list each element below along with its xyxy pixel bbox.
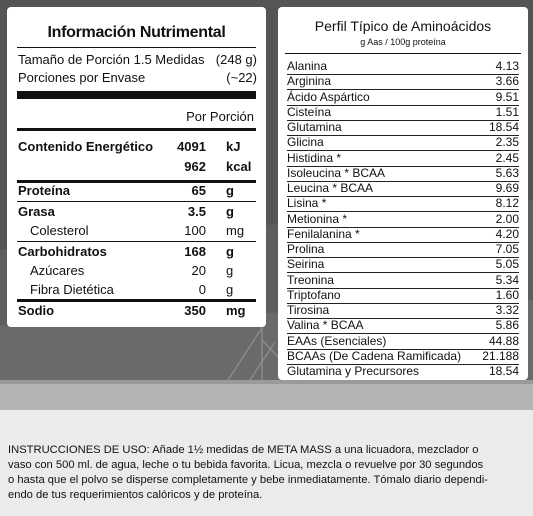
amino-value: 18.54 <box>488 120 519 134</box>
serving-size-row <box>18 52 257 67</box>
nutrient-label: Fibra Dietética <box>30 282 114 297</box>
amino-row <box>287 166 519 181</box>
amino-name: Treonina <box>287 272 334 287</box>
amino-row <box>287 242 519 257</box>
amino-name: Cisteína <box>287 104 332 119</box>
amino-name: Tirosina <box>287 303 330 317</box>
amino-name: BCAAs (De Cadena Ramificada) <box>287 348 462 363</box>
serving-size-label: Tamaño de Porción 1.5 Medidas <box>18 52 205 67</box>
amino-value: 4.20 <box>495 226 519 241</box>
amino-name: Histidina * <box>287 150 342 165</box>
amino-name: Triptofano <box>287 287 341 302</box>
nutrient-row-fiber <box>18 282 257 300</box>
amino-name: Valina * BCAA <box>287 318 364 333</box>
nutrient-value: 3.5 <box>187 204 206 219</box>
amino-row <box>287 90 519 105</box>
nutrient-label: Azúcares <box>30 263 85 278</box>
divider-medium <box>17 128 256 131</box>
amino-value: 21.188 <box>482 348 519 363</box>
amino-value: 44.88 <box>488 333 519 348</box>
amino-value: 9.69 <box>495 181 519 195</box>
amino-value: 2.00 <box>495 211 519 226</box>
nutrient-unit: mg <box>226 303 246 318</box>
amino-name: Glicina <box>287 135 324 150</box>
amino-name: Prolina <box>287 242 325 256</box>
amino-row <box>287 318 519 333</box>
amino-name: Glutamina <box>287 120 342 134</box>
nutrient-row-sodium <box>18 303 257 321</box>
nutrient-value: 100 <box>184 223 206 238</box>
nutrient-row-fat <box>18 204 257 222</box>
amino-row <box>287 105 519 120</box>
nutrient-label: Proteína <box>18 183 71 198</box>
amino-row <box>287 227 519 242</box>
instructions-line: vaso con 500 ml. de agua, leche o tu bebida favorita. Licua, mezcla o revuelve por 30 segundos <box>8 459 484 471</box>
amino-name: Leucina * BCAA <box>287 181 374 195</box>
nutrient-value: 65 <box>191 183 206 198</box>
divider-medium <box>17 299 256 302</box>
servings-value: (~22) <box>226 70 257 85</box>
nutrient-row-cholesterol <box>18 223 257 241</box>
nutrient-value: 350 <box>184 303 206 318</box>
amino-name: Arginina <box>287 74 332 89</box>
nutrient-unit: g <box>226 282 234 297</box>
nutrition-title: Información Nutrimental <box>47 24 226 41</box>
nutrient-row-carbs <box>18 244 257 262</box>
divider <box>285 53 521 54</box>
amino-row <box>287 364 519 379</box>
amino-value: 1.51 <box>495 104 519 119</box>
amino-title: Perfil Típico de Aminoácidos <box>314 18 492 34</box>
nutrition-facts-panel <box>7 7 266 327</box>
servings-row <box>18 70 257 85</box>
amino-value: 18.54 <box>488 364 519 378</box>
amino-name: Metionina * <box>287 211 348 226</box>
amino-row <box>287 196 519 211</box>
nutrient-label: Contenido Energético <box>18 139 154 154</box>
amino-name: Alanina <box>287 59 328 73</box>
amino-value: 3.32 <box>495 303 519 317</box>
nutrient-value: 0 <box>198 282 206 297</box>
amino-name: Lisina * <box>287 196 327 211</box>
nutrient-unit: kcal <box>226 159 252 174</box>
instructions-line: o hasta que el polvo se disperse completamente y bebe inmediatamente. Tómalo diario dependi- <box>8 474 488 486</box>
amino-row <box>287 135 519 150</box>
amino-value: 2.45 <box>495 150 519 165</box>
nutrient-value: 4091 <box>177 139 206 154</box>
nutrient-label: Carbohidratos <box>18 244 107 259</box>
nutrient-value: 168 <box>184 244 206 259</box>
amino-name: EAAs (Esenciales) <box>287 333 387 348</box>
nutrient-unit: g <box>226 204 234 219</box>
nutrient-value: 20 <box>191 263 206 278</box>
amino-subtitle: g Aas / 100g proteína <box>360 37 446 47</box>
amino-row <box>287 349 519 364</box>
divider-thick <box>17 91 256 99</box>
nutrient-unit: g <box>226 183 234 198</box>
amino-value: 9.51 <box>495 89 519 104</box>
amino-row <box>287 334 519 349</box>
amino-row <box>287 120 519 135</box>
amino-value: 8.12 <box>495 196 519 211</box>
amino-value: 5.05 <box>495 257 519 272</box>
amino-acid-profile-panel <box>278 7 528 380</box>
amino-value: 3.66 <box>495 74 519 89</box>
amino-row <box>287 59 519 74</box>
nutrient-row-sugars <box>18 263 257 281</box>
usage-instructions <box>8 443 530 503</box>
amino-row <box>287 151 519 166</box>
amino-value: 5.34 <box>495 272 519 287</box>
amino-name: Isoleucina * BCAA <box>287 165 386 180</box>
divider <box>17 241 256 242</box>
amino-value: 5.63 <box>495 165 519 180</box>
instructions-line: endo de tus requerimientos calóricos y de proteína. <box>8 489 263 501</box>
amino-name: Fenilalanina * <box>287 226 360 241</box>
amino-row <box>287 74 519 89</box>
nutrient-label: Sodio <box>18 303 55 318</box>
amino-name: Seirina <box>287 257 325 272</box>
per-serving-label: Por Porción <box>186 109 254 124</box>
amino-row <box>287 181 519 196</box>
nutrient-row-protein <box>18 183 257 201</box>
instructions-line: INSTRUCCIONES DE USO: Añade 1½ medidas de META MASS a una licuadora, mezclador o <box>8 444 479 456</box>
amino-row <box>287 212 519 227</box>
amino-row <box>287 273 519 288</box>
divider <box>17 201 256 202</box>
nutrient-row-energy-kj <box>18 139 257 157</box>
serving-size-value: (248 g) <box>215 52 257 67</box>
amino-row <box>287 288 519 303</box>
amino-row <box>287 303 519 318</box>
amino-value: 2.35 <box>495 135 519 150</box>
nutrient-row-energy-kcal <box>18 159 257 177</box>
amino-row <box>287 257 519 272</box>
nutrient-value: 962 <box>184 159 206 174</box>
divider <box>17 47 256 48</box>
amino-value: 1.60 <box>495 287 519 302</box>
amino-value: 7.05 <box>495 242 519 256</box>
nutrient-label: Colesterol <box>30 223 89 238</box>
nutrient-unit: g <box>226 244 234 259</box>
nutrient-label: Grasa <box>18 204 55 219</box>
nutrient-unit: mg <box>226 223 245 238</box>
nutrient-unit: kJ <box>226 139 241 154</box>
servings-label: Porciones por Envase <box>18 70 146 85</box>
nutrient-unit: g <box>226 263 234 278</box>
amino-name: Glutamina y Precursores <box>287 364 420 378</box>
amino-value: 4.13 <box>495 59 519 73</box>
amino-value: 5.86 <box>495 318 519 333</box>
amino-name: Ácido Aspártico <box>287 89 370 104</box>
